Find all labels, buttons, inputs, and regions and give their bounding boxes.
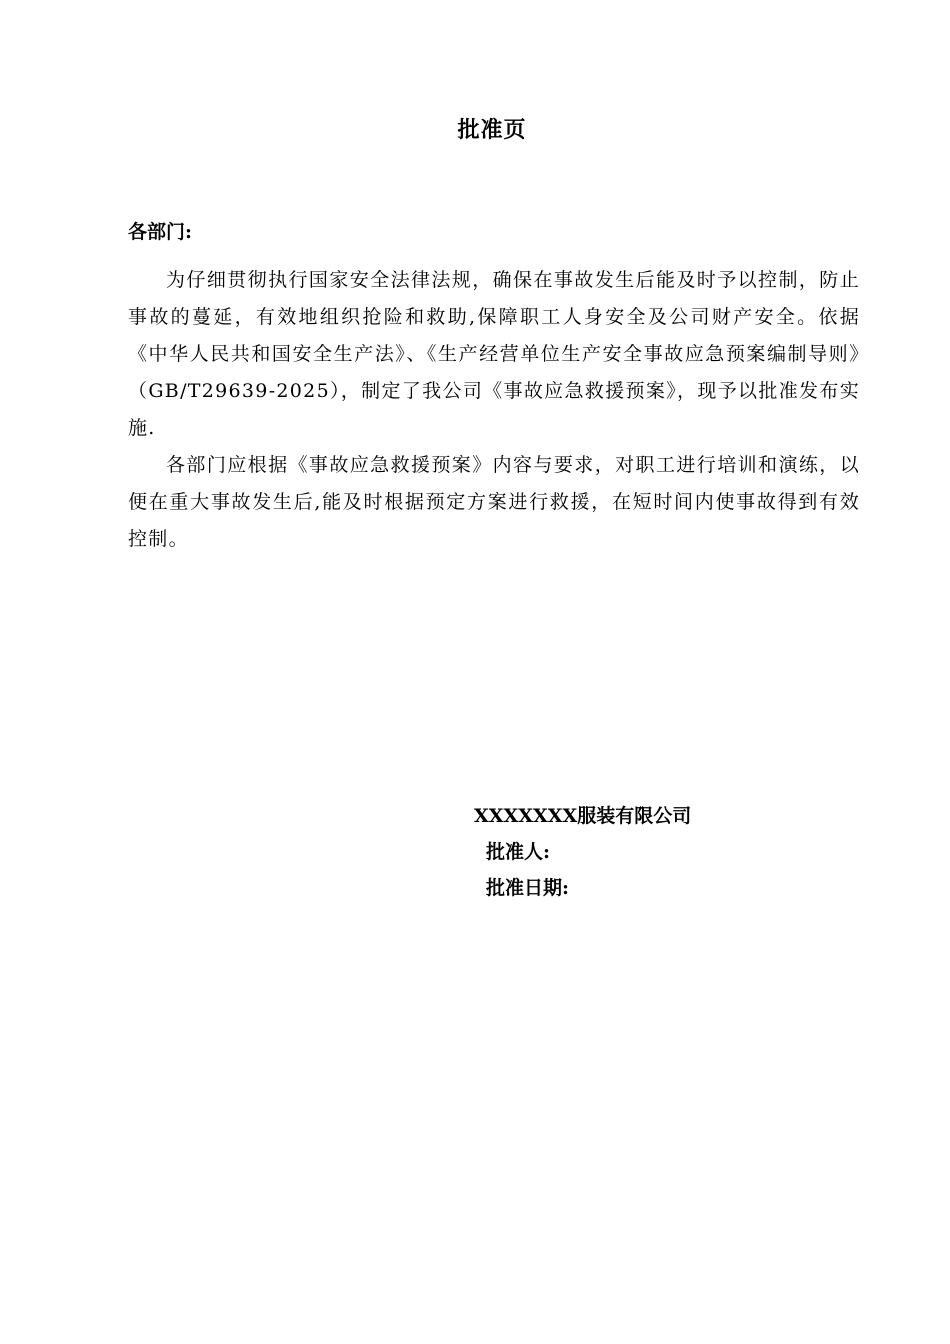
body-paragraph: 各部门应根据《事故应急救援预案》内容与要求，对职工进行培训和演练，以便在重大事故发生后,能及时根据预定方案进行救援，在短时间内使事故得到有效控制。 <box>128 454 860 550</box>
page-title: 批准页 <box>457 117 527 143</box>
signature-block <box>474 798 691 906</box>
salutation: 各部门: <box>128 221 193 243</box>
company-name: XXXXXXX服装有限公司 <box>474 805 692 827</box>
document-body <box>128 262 860 558</box>
body-paragraph: 为仔细贯彻执行国家安全法律法规，确保在事故发生后能及时予以控制，防止事故的蔓延，有效地组织抢险和救助,保障职工人身安全及公司财产安全。依据《中华人民共和国安全生产法》、《生产经营单位生产安全事故应急预案编制导则》（GB/T29639-2025），制定了我公司《事故应急救援预案》，现予以批准发布实施. <box>128 269 860 439</box>
approval-date-label: 批准日期: <box>486 877 570 899</box>
approver-label: 批准人: <box>486 841 551 863</box>
